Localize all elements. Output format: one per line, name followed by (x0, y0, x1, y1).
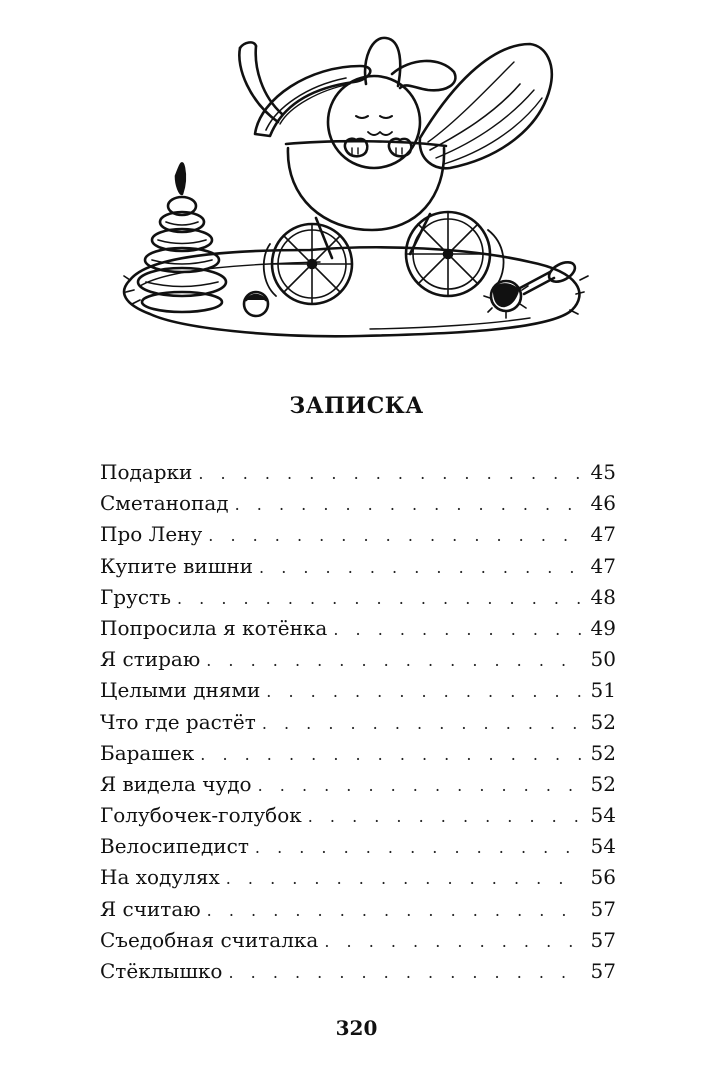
toc-entry-title: Голубочек-голубок (100, 803, 302, 828)
toc-entry (100, 457, 616, 488)
toc-entry-page: 57 (590, 927, 616, 952)
dot-leader (262, 708, 582, 739)
toc-entry-title: Сметанопад (100, 491, 229, 516)
dot-leader (259, 552, 582, 583)
dot-leader (308, 801, 582, 832)
toc-entry (100, 894, 616, 925)
dot-leader (258, 770, 582, 801)
toc-entry (100, 707, 616, 738)
toc-entry-title: Про Лену (100, 522, 203, 547)
toc-entry (100, 956, 616, 987)
rattle-icon (484, 258, 578, 318)
dot-leader (333, 614, 582, 645)
ball-icon (244, 292, 268, 316)
dot-leader (198, 458, 582, 489)
toc-entry-page: 56 (590, 865, 616, 890)
dot-leader (266, 676, 582, 707)
toc-entry-title: Стёклышко (100, 959, 223, 983)
toc-entry-title: Я стираю (100, 647, 201, 672)
toc-entry (100, 800, 616, 831)
toc-entry-title: Я видела чудо (100, 771, 252, 796)
toc-entry-page: 52 (590, 740, 616, 765)
toc-entry-title: На ходулях (100, 865, 220, 890)
dot-leader (177, 583, 582, 614)
toc-entry (100, 582, 616, 613)
toc-entry (100, 925, 616, 956)
dot-leader (206, 645, 582, 676)
dot-leader (226, 863, 582, 894)
bunny-stroller-illustration (110, 18, 600, 348)
toc-entry-page: 47 (590, 553, 616, 578)
dot-leader (255, 832, 582, 863)
dot-leader (208, 520, 582, 551)
toc-entry-page: 50 (590, 647, 616, 672)
toc-entry-page: 46 (590, 491, 616, 516)
toc-entry-page: 48 (590, 584, 616, 609)
dot-leader (228, 957, 582, 988)
toc-entry-title: Съедобная считалка (100, 927, 319, 952)
toc-entry (100, 613, 616, 644)
toc-entry-title: Попросила я котёнка (100, 615, 328, 640)
toc-entry-title: Я считаю (100, 896, 201, 921)
toc-entry-page: 54 (590, 834, 616, 859)
toc-entry-page: 51 (590, 678, 616, 703)
toc-entry-page: 47 (590, 522, 616, 547)
section-title: ЗАПИСКА (289, 393, 424, 419)
toc-entry-title: Подарки (100, 460, 193, 484)
toc-entry-page: 49 (590, 615, 616, 640)
toc-entry-page: 45 (590, 460, 616, 484)
page-number: 320 (335, 1016, 378, 1040)
stacking-ring-pyramid-icon (138, 163, 226, 312)
dot-leader (235, 489, 582, 520)
toc-entry (100, 769, 616, 800)
toc-entry-title: Целыми днями (100, 678, 261, 703)
dot-leader (324, 926, 582, 957)
toc-entry-title: Купите вишни (100, 553, 254, 578)
toc-entry-page: 57 (590, 959, 616, 983)
toc-entry (100, 862, 616, 893)
toc-entry (100, 488, 616, 519)
toc-entry-title: Барашек (100, 740, 195, 765)
bunny-in-stroller-icon (239, 38, 551, 304)
toc-entry (100, 519, 616, 550)
toc-entry (100, 738, 616, 769)
toc-entry-title: Что где растёт (100, 709, 256, 734)
toc-entry (100, 551, 616, 582)
toc-entry-page: 54 (590, 803, 616, 828)
toc-entry-title: Велосипедист (100, 834, 249, 859)
toc-entry (100, 675, 616, 706)
toc-entry-page: 57 (590, 896, 616, 921)
toc-entry-page: 52 (590, 709, 616, 734)
dot-leader (200, 739, 582, 770)
toc-entry-title: Грусть (100, 584, 171, 609)
toc-entry (100, 831, 616, 862)
dot-leader (207, 895, 582, 926)
table-of-contents (100, 457, 616, 987)
toc-entry (100, 644, 616, 675)
toc-entry-page: 52 (590, 771, 616, 796)
